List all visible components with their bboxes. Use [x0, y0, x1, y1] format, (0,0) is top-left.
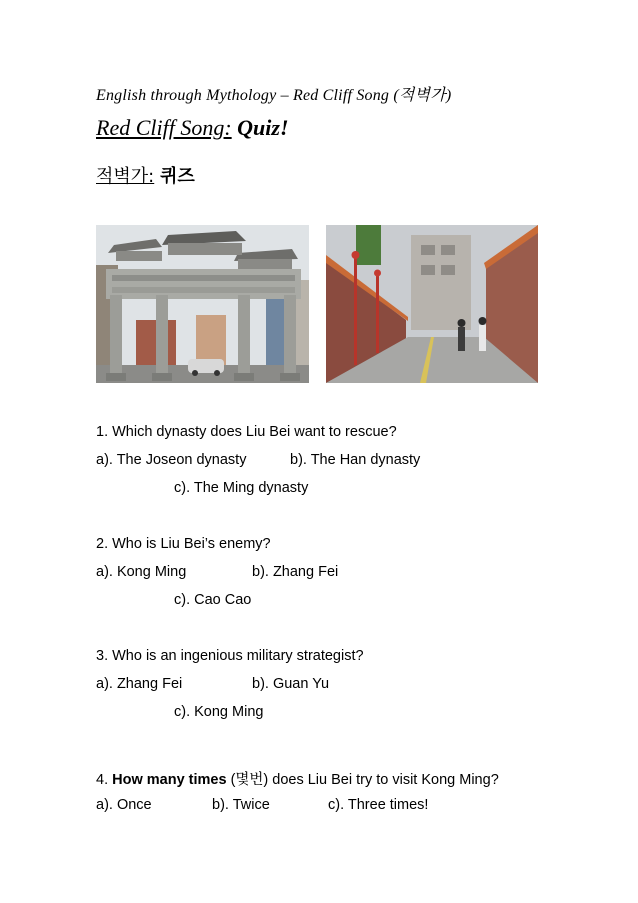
question-2-option-c: c). Cao Cao	[174, 592, 252, 608]
question-4-suffix: (몇번) does Liu Bei try to visit Kong Ming?	[226, 772, 499, 788]
question-2: 2. Who is Liu Bei’s enemy?	[96, 536, 271, 552]
question-3-option-c: c). Kong Ming	[174, 704, 264, 720]
chinatown-gate-photo	[96, 225, 309, 383]
question-1-option-a: a). The Joseon dynasty	[96, 452, 247, 468]
question-4-option-b: b). Twice	[212, 797, 270, 813]
question-3-option-b: b). Guan Yu	[252, 676, 330, 692]
question-4	[96, 768, 499, 789]
street-photo	[326, 225, 538, 383]
question-3: 3. Who is an ingenious military strategist?	[96, 648, 364, 664]
korean-title	[96, 162, 195, 188]
question-4-option-c: c). Three times!	[328, 797, 429, 813]
question-4-prefix: 4.	[96, 772, 113, 788]
question-2-option-a: a). Kong Ming	[96, 564, 187, 580]
title-part-1: Red Cliff Song:	[96, 115, 232, 140]
korean-title-part-2: 퀴즈	[159, 166, 195, 187]
korean-title-part-1: 적벽가:	[96, 166, 155, 187]
question-1-option-b: b). The Han dynasty	[290, 452, 421, 468]
question-1: 1. Which dynasty does Liu Bei want to rescue?	[96, 424, 397, 440]
question-4-option-a: a). Once	[96, 797, 152, 813]
document-header: English through Mythology – Red Cliff Song (적벽가)	[96, 87, 452, 104]
quiz-title	[96, 115, 289, 141]
question-2-option-b: b). Zhang Fei	[252, 564, 339, 580]
title-part-2: Quiz!	[237, 115, 289, 140]
question-3-option-a: a). Zhang Fei	[96, 676, 183, 692]
question-4-bold: How many times	[112, 772, 227, 788]
question-1-option-c: c). The Ming dynasty	[174, 480, 309, 496]
